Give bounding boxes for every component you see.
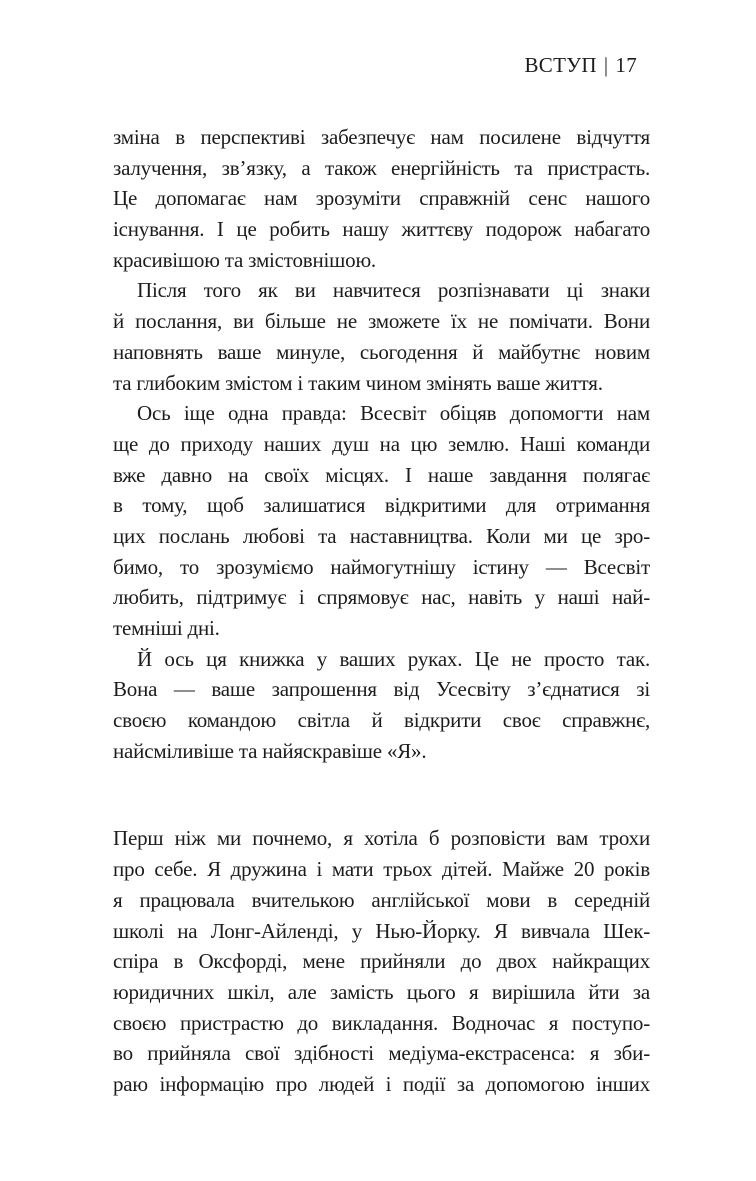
paragraph [113,644,650,767]
text-line: спіра в Оксфорді, мене прийняли до двох найкращих [113,949,650,974]
page-number: 17 [615,53,637,77]
text-line: юридичних шкіл, але замість цього я вирішила йти за [113,979,650,1004]
chapter-title: ВСТУП [524,53,597,77]
text-line: во прийняла свої здібності медіума-екстрасенса: я зби- [113,1041,650,1066]
text-line: своєю командою світла й відкрити своє справжнє, [113,708,650,733]
paragraph-container [113,122,650,1100]
text-line: своєю пристрастю до викладання. Водночас я поступо- [113,1010,650,1035]
text-line: в тому, щоб залишатися відкритими для отримання [113,493,650,518]
text-line: та глибоким змістом і таким чином змінять ваше життя. [113,370,603,395]
text-line: бимо, то зрозуміємо наймогутнішу істину — Всесвіт [113,554,650,579]
text-line: про себе. Я дружина і мати трьох дітей. Майже 20 років [113,857,650,882]
text-line: красивішою та змістовнішою. [113,247,376,272]
text-line: й послання, ви більше не зможете їх не помічати. Вони [113,309,650,334]
text-line: наповнять ваше минуле, сьогодення й майбутнє новим [113,339,650,364]
text-line: найсміливіше та найяскравіше «Я». [113,738,427,763]
text-line: школі на Лонг-Айленді, у Нью-Йорку. Я вивчала Шек- [113,918,650,943]
running-header [113,53,650,77]
text-line: раю інформацію про людей і події за допомогою інших [113,1071,650,1096]
paragraph [113,398,650,644]
header-separator: | [603,53,609,77]
text-line: існування. І це робить нашу життєву подорож набагато [113,217,650,242]
paragraph [113,275,650,398]
text-line: я працювала вчителькою англійської мови в середній [113,887,650,912]
paragraph [113,122,650,275]
text-line: Ось іще одна правда: Всесвіт обіцяв допомогти нам [137,401,650,426]
text-line: любить, підтримує і спрямовує нас, навіть у наші най- [113,585,650,610]
text-line: Після того як ви навчитеся розпізнавати ці знаки [137,278,650,303]
text-line: зміна в перспективі забезпечує нам посилене відчуття [113,125,650,149]
text-line: залучення, зв’язку, а також енергійність та пристрасть. [113,155,650,180]
text-line: Й ось ця книжка у ваших руках. Це не просто так. [137,646,650,671]
text-line: ще до приходу наших душ на цю землю. Наші команди [113,431,650,456]
text-line: Це допомагає нам зрозуміти справжній сенс нашого [113,186,650,211]
text-line: темніші дні. [113,616,220,640]
text-line: Перш ніж ми почнемо, я хотіла б розповісти вам трохи [113,826,650,851]
text-line: Вона — ваше запрошення від Усесвіту з’єднатися зі [113,677,650,702]
text-line: вже давно на своїх місцях. І наше завдання полягає [113,462,650,487]
text-line: цих послань любові та наставництва. Коли ми це зро- [113,523,650,548]
paragraph [113,823,650,1099]
